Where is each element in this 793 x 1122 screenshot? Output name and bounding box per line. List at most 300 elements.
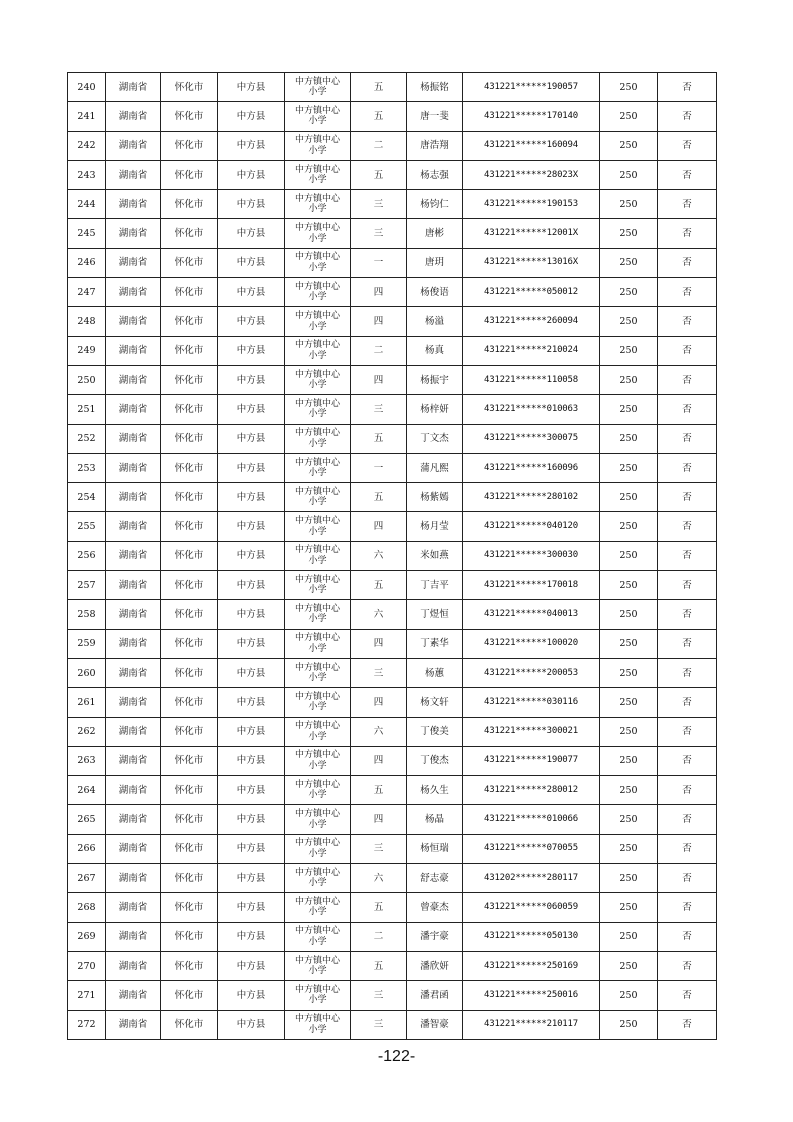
school-name-text: 中方镇中心小学	[294, 223, 340, 244]
id-number-cell: 431221******070055	[463, 834, 600, 863]
table-row	[68, 424, 717, 453]
amount-cell: 250	[600, 981, 658, 1010]
school-cell	[285, 483, 351, 512]
school-cell	[285, 541, 351, 570]
row-number-cell: 244	[68, 190, 106, 219]
student-name-cell: 杨文轩	[407, 688, 463, 717]
county-cell: 中方县	[218, 776, 285, 805]
school-name-text: 中方镇中心小学	[294, 662, 340, 684]
county-cell: 中方县	[218, 307, 285, 336]
amount-cell: 250	[600, 1010, 658, 1039]
grade-cell: 四	[351, 805, 407, 834]
county-cell: 中方县	[218, 893, 285, 922]
province-cell: 湖南省	[106, 629, 161, 658]
school-cell	[285, 688, 351, 717]
school-name-text: 中方镇中心小学	[294, 516, 340, 537]
grade-cell: 四	[351, 365, 407, 394]
table-row	[68, 395, 717, 424]
flag-cell: 否	[658, 365, 717, 394]
table-row	[68, 307, 717, 336]
county-cell: 中方县	[218, 102, 285, 131]
amount-cell: 250	[600, 278, 658, 307]
school-cell	[285, 160, 351, 189]
county-cell: 中方县	[218, 453, 285, 482]
id-number-cell: 431221******190153	[463, 190, 600, 219]
city-cell: 怀化市	[161, 658, 218, 687]
student-name-cell: 唐玥	[407, 248, 463, 277]
student-name-cell: 唐一斐	[407, 102, 463, 131]
row-number-cell: 243	[68, 160, 106, 189]
city-cell: 怀化市	[161, 571, 218, 600]
row-number-cell: 241	[68, 102, 106, 131]
county-cell: 中方县	[218, 336, 285, 365]
grade-cell: 四	[351, 512, 407, 541]
school-name-text: 中方镇中心小学	[294, 311, 340, 332]
province-cell: 湖南省	[106, 190, 161, 219]
grade-cell: 六	[351, 600, 407, 629]
school-name-text: 中方镇中心小学	[294, 721, 340, 742]
student-name-cell: 潘智豪	[407, 1010, 463, 1039]
school-cell	[285, 717, 351, 746]
grade-cell: 二	[351, 336, 407, 365]
county-cell: 中方县	[218, 951, 285, 980]
student-name-cell: 唐彬	[407, 219, 463, 248]
amount-cell: 250	[600, 248, 658, 277]
flag-cell: 否	[658, 571, 717, 600]
flag-cell: 否	[658, 131, 717, 160]
city-cell: 怀化市	[161, 776, 218, 805]
school-name-text: 中方镇中心小学	[294, 984, 340, 1006]
flag-cell: 否	[658, 922, 717, 951]
flag-cell: 否	[658, 541, 717, 570]
student-name-cell: 杨志强	[407, 160, 463, 189]
table-body	[68, 73, 717, 1040]
flag-cell: 否	[658, 629, 717, 658]
student-name-cell: 曾豪杰	[407, 893, 463, 922]
id-number-cell: 431221******060059	[463, 893, 600, 922]
student-name-cell: 杨振铭	[407, 73, 463, 102]
school-name-text: 中方镇中心小学	[294, 750, 340, 771]
amount-cell: 250	[600, 658, 658, 687]
city-cell: 怀化市	[161, 951, 218, 980]
student-name-cell: 杨钧仁	[407, 190, 463, 219]
flag-cell: 否	[658, 805, 717, 834]
flag-cell: 否	[658, 307, 717, 336]
county-cell: 中方县	[218, 424, 285, 453]
county-cell: 中方县	[218, 512, 285, 541]
student-name-cell: 丁吉平	[407, 571, 463, 600]
table-row	[68, 600, 717, 629]
county-cell: 中方县	[218, 864, 285, 893]
amount-cell: 250	[600, 688, 658, 717]
amount-cell: 250	[600, 951, 658, 980]
amount-cell: 250	[600, 190, 658, 219]
school-cell	[285, 776, 351, 805]
table-row	[68, 278, 717, 307]
county-cell: 中方县	[218, 805, 285, 834]
table-row	[68, 512, 717, 541]
id-number-cell: 431221******210024	[463, 336, 600, 365]
grade-cell: 四	[351, 629, 407, 658]
amount-cell: 250	[600, 600, 658, 629]
province-cell: 湖南省	[106, 805, 161, 834]
grade-cell: 六	[351, 864, 407, 893]
province-cell: 湖南省	[106, 922, 161, 951]
id-number-cell: 431221******13016X	[463, 248, 600, 277]
county-cell: 中方县	[218, 834, 285, 863]
table-row	[68, 248, 717, 277]
grade-cell: 五	[351, 893, 407, 922]
student-name-cell: 丁俊杰	[407, 746, 463, 775]
county-cell: 中方县	[218, 219, 285, 248]
amount-cell: 250	[600, 776, 658, 805]
school-cell	[285, 746, 351, 775]
city-cell: 怀化市	[161, 1010, 218, 1039]
province-cell: 湖南省	[106, 73, 161, 102]
row-number-cell: 270	[68, 951, 106, 980]
id-number-cell: 431221******280102	[463, 483, 600, 512]
row-number-cell: 261	[68, 688, 106, 717]
province-cell: 湖南省	[106, 483, 161, 512]
province-cell: 湖南省	[106, 131, 161, 160]
row-number-cell: 263	[68, 746, 106, 775]
province-cell: 湖南省	[106, 776, 161, 805]
grade-cell: 五	[351, 483, 407, 512]
student-name-cell: 丁文杰	[407, 424, 463, 453]
student-name-cell: 蒲凡熙	[407, 453, 463, 482]
city-cell: 怀化市	[161, 453, 218, 482]
page-number: -122-	[377, 1048, 416, 1065]
school-name-text: 中方镇中心小学	[294, 926, 340, 947]
table-row	[68, 922, 717, 951]
id-number-cell: 431221******260094	[463, 307, 600, 336]
id-number-cell: 431221******170140	[463, 102, 600, 131]
county-cell: 中方县	[218, 1010, 285, 1039]
table-row	[68, 805, 717, 834]
table-row	[68, 658, 717, 687]
grade-cell: 五	[351, 424, 407, 453]
table-row	[68, 483, 717, 512]
table-row	[68, 219, 717, 248]
flag-cell: 否	[658, 893, 717, 922]
school-cell	[285, 629, 351, 658]
county-cell: 中方县	[218, 365, 285, 394]
id-number-cell: 431221******300030	[463, 541, 600, 570]
student-name-cell: 杨月莹	[407, 512, 463, 541]
province-cell: 湖南省	[106, 864, 161, 893]
school-cell	[285, 658, 351, 687]
id-number-cell: 431221******190057	[463, 73, 600, 102]
amount-cell: 250	[600, 864, 658, 893]
amount-cell: 250	[600, 834, 658, 863]
table-row	[68, 981, 717, 1010]
row-number-cell: 269	[68, 922, 106, 951]
id-number-cell: 431221******030116	[463, 688, 600, 717]
amount-cell: 250	[600, 365, 658, 394]
table-row	[68, 160, 717, 189]
county-cell: 中方县	[218, 600, 285, 629]
grade-cell: 三	[351, 219, 407, 248]
amount-cell: 250	[600, 717, 658, 746]
grade-cell: 二	[351, 922, 407, 951]
school-name-text: 中方镇中心小学	[294, 633, 340, 654]
city-cell: 怀化市	[161, 365, 218, 394]
grade-cell: 三	[351, 658, 407, 687]
school-name-text: 中方镇中心小学	[294, 867, 340, 889]
school-cell	[285, 365, 351, 394]
grade-cell: 四	[351, 746, 407, 775]
school-cell	[285, 336, 351, 365]
student-name-cell: 丁俊美	[407, 717, 463, 746]
amount-cell: 250	[600, 453, 658, 482]
province-cell: 湖南省	[106, 219, 161, 248]
city-cell: 怀化市	[161, 512, 218, 541]
row-number-cell: 271	[68, 981, 106, 1010]
city-cell: 怀化市	[161, 219, 218, 248]
id-number-cell: 431221******110058	[463, 365, 600, 394]
flag-cell: 否	[658, 102, 717, 131]
amount-cell: 250	[600, 336, 658, 365]
city-cell: 怀化市	[161, 922, 218, 951]
table-row	[68, 746, 717, 775]
id-number-cell: 431221******300075	[463, 424, 600, 453]
amount-cell: 250	[600, 746, 658, 775]
county-cell: 中方县	[218, 746, 285, 775]
flag-cell: 否	[658, 1010, 717, 1039]
grade-cell: 三	[351, 395, 407, 424]
province-cell: 湖南省	[106, 365, 161, 394]
flag-cell: 否	[658, 746, 717, 775]
city-cell: 怀化市	[161, 629, 218, 658]
school-name-text: 中方镇中心小学	[294, 369, 340, 391]
flag-cell: 否	[658, 160, 717, 189]
student-name-cell: 杨紫嫣	[407, 483, 463, 512]
school-cell	[285, 512, 351, 541]
county-cell: 中方县	[218, 629, 285, 658]
amount-cell: 250	[600, 307, 658, 336]
school-cell	[285, 864, 351, 893]
school-name-text: 中方镇中心小学	[294, 340, 340, 361]
flag-cell: 否	[658, 834, 717, 863]
amount-cell: 250	[600, 893, 658, 922]
row-number-cell: 258	[68, 600, 106, 629]
table-row	[68, 571, 717, 600]
city-cell: 怀化市	[161, 307, 218, 336]
province-cell: 湖南省	[106, 688, 161, 717]
grade-cell: 五	[351, 571, 407, 600]
province-cell: 湖南省	[106, 893, 161, 922]
school-cell	[285, 981, 351, 1010]
city-cell: 怀化市	[161, 541, 218, 570]
county-cell: 中方县	[218, 483, 285, 512]
row-number-cell: 257	[68, 571, 106, 600]
flag-cell: 否	[658, 424, 717, 453]
id-number-cell: 431221******050130	[463, 922, 600, 951]
row-number-cell: 248	[68, 307, 106, 336]
flag-cell: 否	[658, 600, 717, 629]
county-cell: 中方县	[218, 981, 285, 1010]
county-cell: 中方县	[218, 717, 285, 746]
province-cell: 湖南省	[106, 658, 161, 687]
student-name-cell: 唐浩翔	[407, 131, 463, 160]
province-cell: 湖南省	[106, 746, 161, 775]
table-row	[68, 893, 717, 922]
grade-cell: 四	[351, 278, 407, 307]
school-name-text: 中方镇中心小学	[294, 545, 340, 566]
row-number-cell: 247	[68, 278, 106, 307]
city-cell: 怀化市	[161, 717, 218, 746]
flag-cell: 否	[658, 483, 717, 512]
id-number-cell: 431221******210117	[463, 1010, 600, 1039]
city-cell: 怀化市	[161, 600, 218, 629]
row-number-cell: 260	[68, 658, 106, 687]
grade-cell: 一	[351, 453, 407, 482]
province-cell: 湖南省	[106, 453, 161, 482]
school-name-text: 中方镇中心小学	[294, 105, 340, 127]
province-cell: 湖南省	[106, 981, 161, 1010]
grade-cell: 四	[351, 688, 407, 717]
school-cell	[285, 73, 351, 102]
city-cell: 怀化市	[161, 336, 218, 365]
province-cell: 湖南省	[106, 102, 161, 131]
flag-cell: 否	[658, 864, 717, 893]
grade-cell: 二	[351, 131, 407, 160]
student-name-cell: 杨振宇	[407, 365, 463, 394]
table-row	[68, 629, 717, 658]
row-number-cell: 256	[68, 541, 106, 570]
table-row	[68, 365, 717, 394]
school-cell	[285, 131, 351, 160]
city-cell: 怀化市	[161, 864, 218, 893]
row-number-cell: 272	[68, 1010, 106, 1039]
school-name-text: 中方镇中心小学	[294, 193, 340, 215]
table-row	[68, 776, 717, 805]
student-name-cell: 杨久生	[407, 776, 463, 805]
student-name-cell: 潘欣妍	[407, 951, 463, 980]
id-number-cell: 431221******280012	[463, 776, 600, 805]
row-number-cell: 245	[68, 219, 106, 248]
row-number-cell: 266	[68, 834, 106, 863]
student-name-cell: 杨真	[407, 336, 463, 365]
id-number-cell: 431221******050012	[463, 278, 600, 307]
province-cell: 湖南省	[106, 512, 161, 541]
school-cell	[285, 219, 351, 248]
student-name-cell: 杨溢	[407, 307, 463, 336]
flag-cell: 否	[658, 336, 717, 365]
amount-cell: 250	[600, 219, 658, 248]
table-row	[68, 73, 717, 102]
school-name-text: 中方镇中心小学	[294, 76, 340, 98]
amount-cell: 250	[600, 424, 658, 453]
grade-cell: 六	[351, 541, 407, 570]
school-name-text: 中方镇中心小学	[294, 779, 340, 801]
county-cell: 中方县	[218, 395, 285, 424]
school-cell	[285, 1010, 351, 1039]
school-name-text: 中方镇中心小学	[294, 838, 340, 859]
row-number-cell: 254	[68, 483, 106, 512]
grade-cell: 四	[351, 307, 407, 336]
table-row	[68, 688, 717, 717]
city-cell: 怀化市	[161, 190, 218, 219]
school-cell	[285, 805, 351, 834]
id-number-cell: 431221******160094	[463, 131, 600, 160]
school-name-text: 中方镇中心小学	[294, 603, 340, 625]
county-cell: 中方县	[218, 922, 285, 951]
row-number-cell: 249	[68, 336, 106, 365]
county-cell: 中方县	[218, 131, 285, 160]
id-number-cell: 431221******12001X	[463, 219, 600, 248]
student-name-cell: 杨恒瑞	[407, 834, 463, 863]
table-row	[68, 453, 717, 482]
id-number-cell: 431221******040013	[463, 600, 600, 629]
province-cell: 湖南省	[106, 424, 161, 453]
city-cell: 怀化市	[161, 131, 218, 160]
grade-cell: 三	[351, 1010, 407, 1039]
amount-cell: 250	[600, 805, 658, 834]
amount-cell: 250	[600, 102, 658, 131]
flag-cell: 否	[658, 688, 717, 717]
row-number-cell: 250	[68, 365, 106, 394]
school-name-text: 中方镇中心小学	[294, 135, 340, 156]
city-cell: 怀化市	[161, 102, 218, 131]
school-cell	[285, 453, 351, 482]
flag-cell: 否	[658, 73, 717, 102]
student-name-cell: 杨蕙	[407, 658, 463, 687]
row-number-cell: 246	[68, 248, 106, 277]
id-number-cell: 431202******280117	[463, 864, 600, 893]
flag-cell: 否	[658, 951, 717, 980]
school-name-text: 中方镇中心小学	[294, 691, 340, 713]
province-cell: 湖南省	[106, 951, 161, 980]
school-cell	[285, 102, 351, 131]
student-name-cell: 杨俊语	[407, 278, 463, 307]
table-row	[68, 864, 717, 893]
table-row	[68, 1010, 717, 1039]
province-cell: 湖南省	[106, 834, 161, 863]
county-cell: 中方县	[218, 73, 285, 102]
school-name-text: 中方镇中心小学	[294, 281, 340, 303]
county-cell: 中方县	[218, 160, 285, 189]
id-number-cell: 431221******040120	[463, 512, 600, 541]
grade-cell: 五	[351, 160, 407, 189]
county-cell: 中方县	[218, 541, 285, 570]
province-cell: 湖南省	[106, 1010, 161, 1039]
city-cell: 怀化市	[161, 424, 218, 453]
id-number-cell: 431221******250016	[463, 981, 600, 1010]
flag-cell: 否	[658, 453, 717, 482]
province-cell: 湖南省	[106, 717, 161, 746]
row-number-cell: 240	[68, 73, 106, 102]
student-name-cell: 丁素华	[407, 629, 463, 658]
id-number-cell: 431221******200053	[463, 658, 600, 687]
city-cell: 怀化市	[161, 893, 218, 922]
county-cell: 中方县	[218, 248, 285, 277]
city-cell: 怀化市	[161, 73, 218, 102]
province-cell: 湖南省	[106, 541, 161, 570]
school-cell	[285, 922, 351, 951]
grade-cell: 五	[351, 951, 407, 980]
student-name-cell: 杨梓妍	[407, 395, 463, 424]
school-name-text: 中方镇中心小学	[294, 398, 340, 420]
flag-cell: 否	[658, 395, 717, 424]
county-cell: 中方县	[218, 688, 285, 717]
id-number-cell: 431221******100020	[463, 629, 600, 658]
row-number-cell: 251	[68, 395, 106, 424]
school-name-text: 中方镇中心小学	[294, 574, 340, 596]
school-cell	[285, 571, 351, 600]
table-row	[68, 951, 717, 980]
table-row	[68, 131, 717, 160]
